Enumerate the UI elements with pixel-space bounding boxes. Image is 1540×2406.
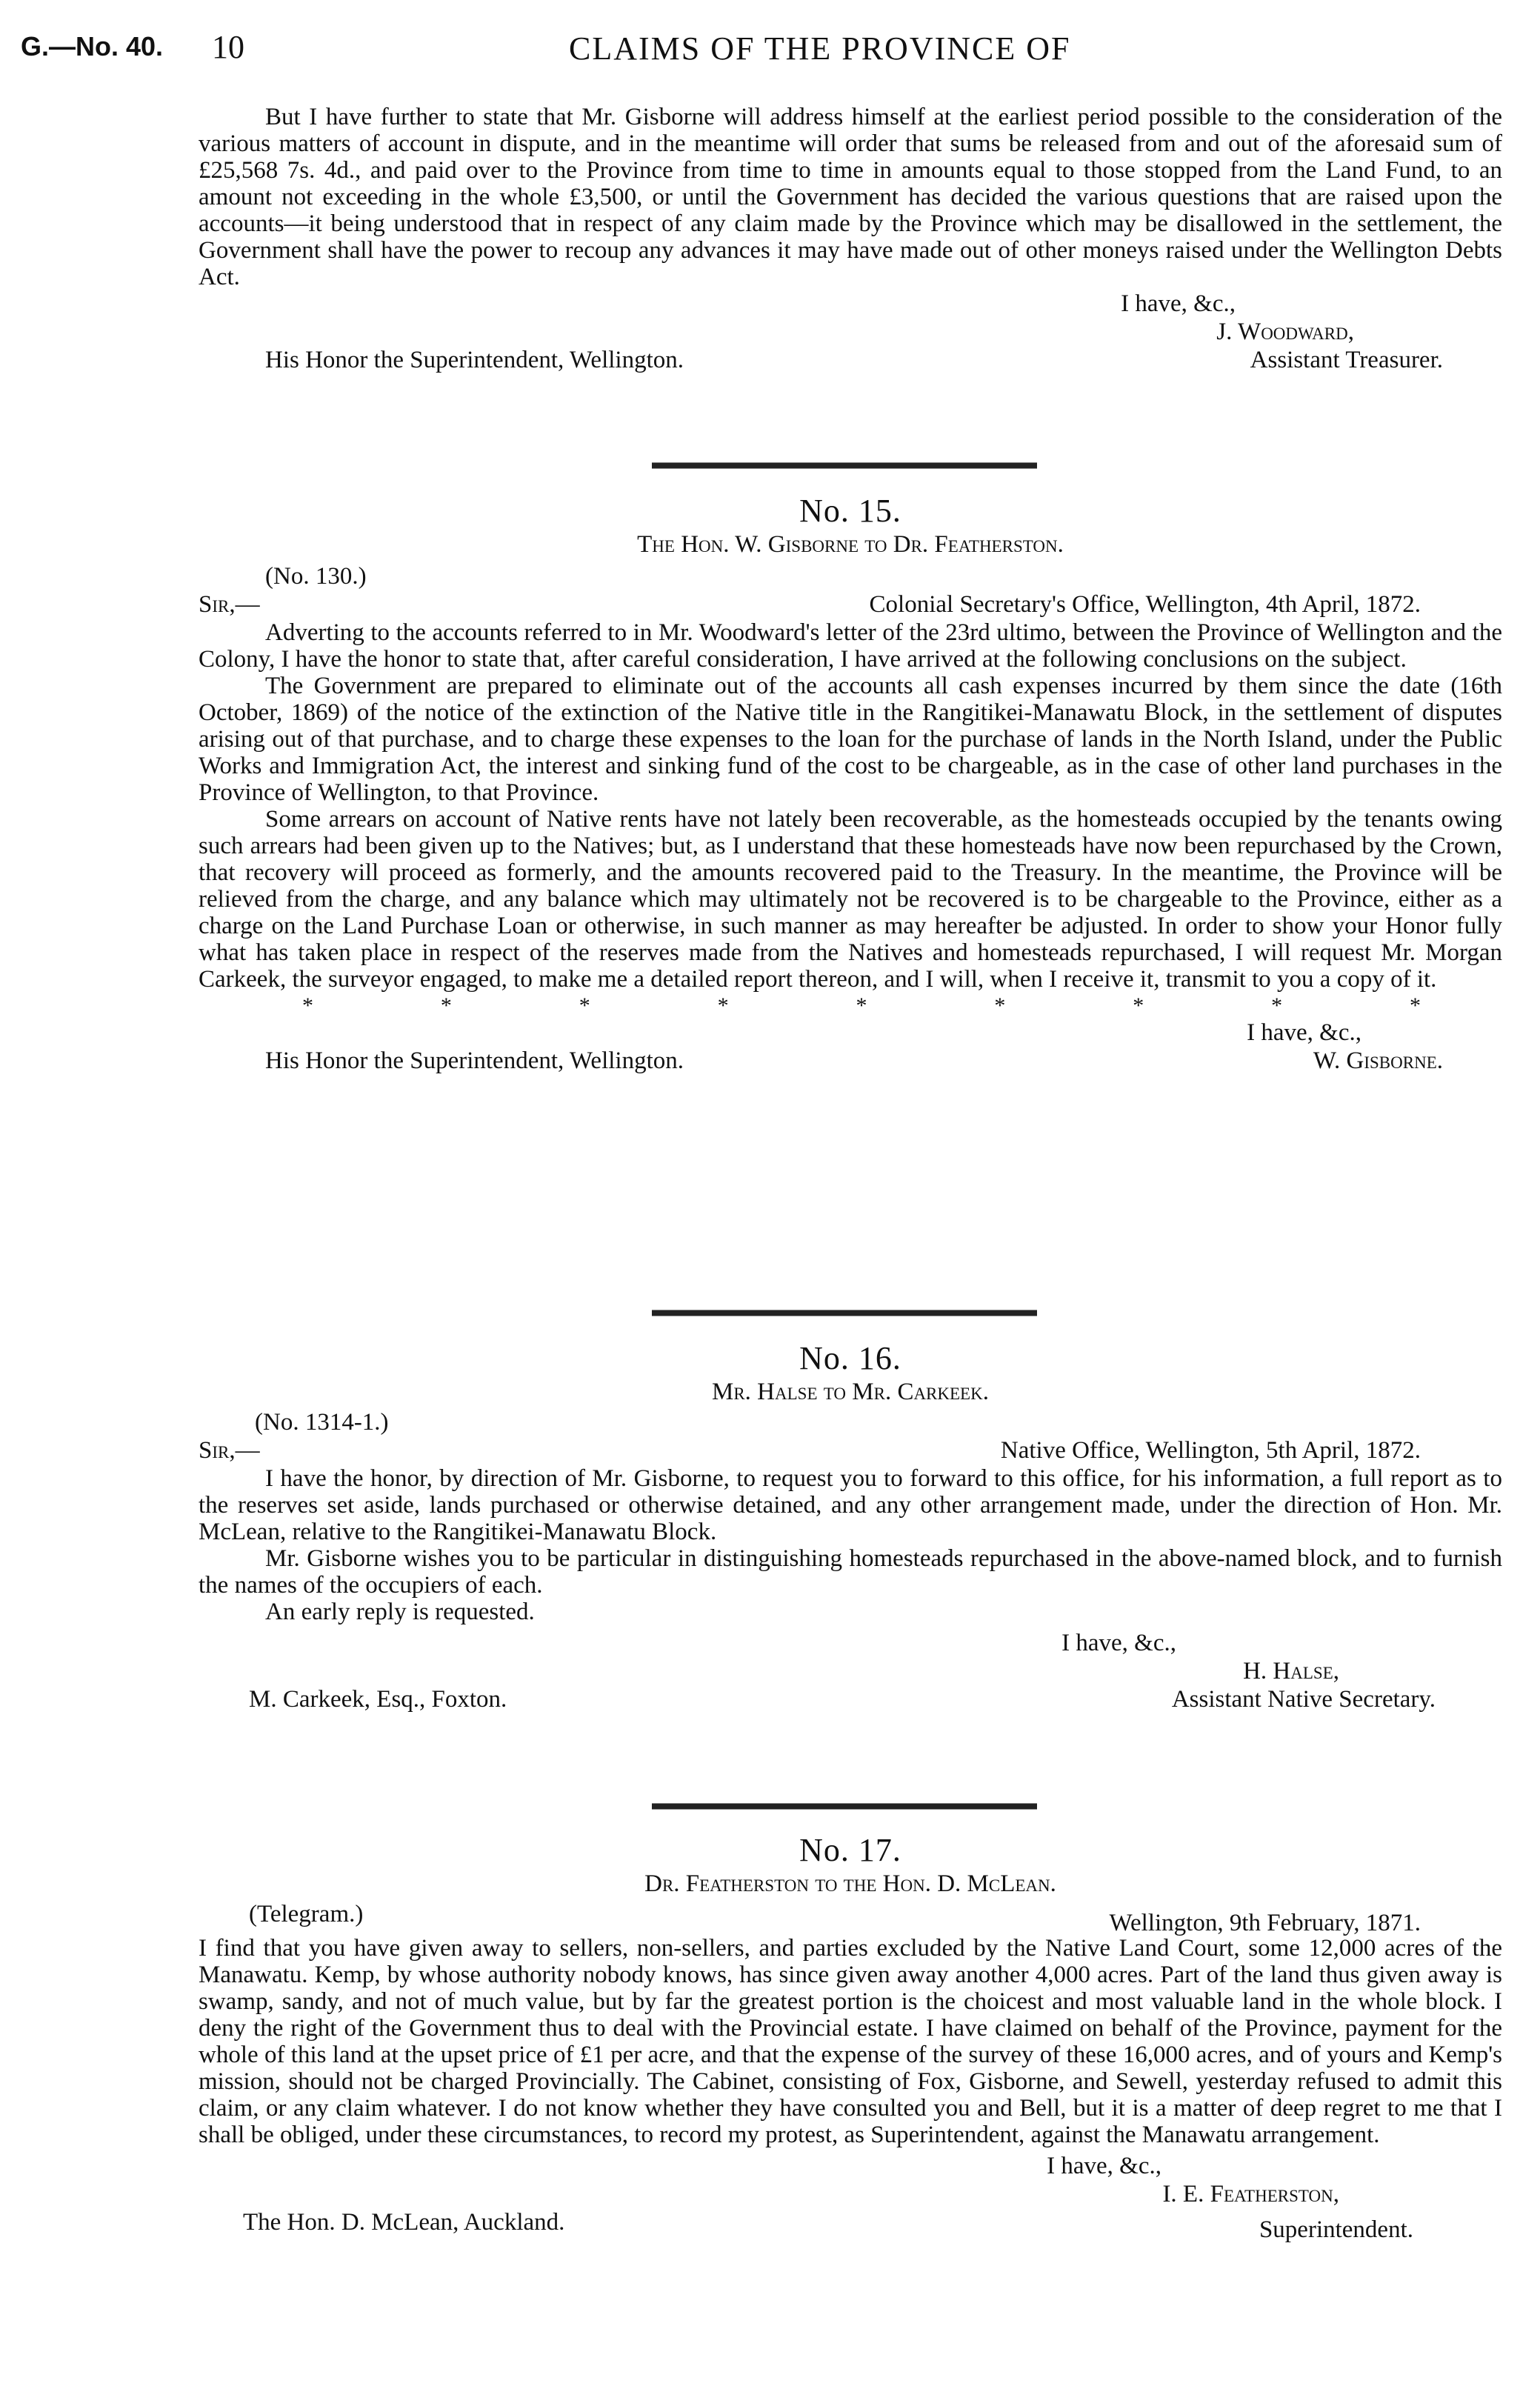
signatory-title: Assistant Treasurer. xyxy=(1250,347,1443,373)
closing-row xyxy=(199,290,1502,319)
letter-16-body xyxy=(199,1409,1502,1714)
addressee: M. Carkeek, Esq., Foxton. xyxy=(249,1686,507,1713)
section-divider xyxy=(652,462,1037,469)
addressee-row xyxy=(199,1686,1502,1714)
addressee: His Honor the Superintendent, Wellington. xyxy=(265,347,684,373)
letter-number: No. 15. xyxy=(799,493,901,529)
salutation-row xyxy=(199,1437,1502,1465)
closing: I have, &c., xyxy=(1121,290,1236,317)
closing-row xyxy=(199,1630,1502,1658)
paragraph: I have the honor, by direction of Mr. Gisborne, to request you to forward to this office, for his information, a full report as to the reserves set aside, lands purchased or otherwise detained, and any other arrangement made, under the direction of Hon. Mr. McLean, relative to the Rangitikei-Manawatu Block. xyxy=(199,1465,1502,1545)
section-divider xyxy=(652,1803,1037,1810)
addressee: The Hon. D. McLean, Auckland. xyxy=(243,2209,565,2236)
omission-stars xyxy=(199,993,1502,1019)
star: * xyxy=(1410,993,1421,1018)
reference-row xyxy=(199,1901,1502,1936)
letter-reference: (Telegram.) xyxy=(249,1901,364,1927)
signature-row xyxy=(199,319,1502,347)
star: * xyxy=(579,993,590,1018)
addressee: His Honor the Superintendent, Wellington. xyxy=(265,1047,684,1074)
letter-continuation xyxy=(199,104,1502,375)
salutation-row xyxy=(199,591,1502,619)
closing: I have, &c., xyxy=(1047,2153,1161,2179)
signature-row xyxy=(199,1658,1502,1686)
star: * xyxy=(440,993,452,1018)
page-header xyxy=(21,28,1519,73)
letter-from-to: Dr. Featherston to the Hon. D. McLean. xyxy=(644,1870,1056,1897)
star: * xyxy=(994,993,1006,1018)
letter-17-body xyxy=(199,1901,1502,2243)
reference-row xyxy=(199,563,1502,591)
closing-row xyxy=(199,2153,1502,2181)
star: * xyxy=(1133,993,1144,1018)
closing-row xyxy=(199,1019,1502,1047)
letter-15-body xyxy=(199,563,1502,1076)
paragraph: Adverting to the accounts referred to in Mr. Woodward's letter of the 23rd ultimo, between the Province of Wellington and the Colony, I have the honor to state that, after careful consideration, I have arrived at the following conclusions on the subject. xyxy=(199,619,1502,673)
paragraph: The Government are prepared to eliminate out of the accounts all cash expenses incurred by them since the date (16th October, 1869) of the notice of the extinction of the Native title in the Rangitikei-Manawatu Block, in the settlement of disputes arising out of that purchase, and to charge these expenses to the loan for the purchase of lands in the North Island, under the Public Works and Immigration Act, the interest and sinking fund of the cost to be chargeable, as in the case of other land purchases in the Province of Wellington, to that Province. xyxy=(199,673,1502,806)
signature-row xyxy=(199,2181,1502,2209)
place-date: Native Office, Wellington, 5th April, 1872. xyxy=(1000,1437,1421,1464)
addressee-row xyxy=(199,347,1502,375)
signature: J. Woodward, xyxy=(1216,319,1354,345)
paragraph: Some arrears on account of Native rents have not lately been recoverable, as the homesteads occupied by the tenants owing such arrears had been given up to the Natives; but, as I understand that these homesteads have now been repurchased by the Crown, that recovery will proceed as formerly, and the amounts recovered paid to the Treasury. In the meantime, the Province will be relieved from the charge, and any balance which may ultimately not be recovered is to be chargeable to the Province, either as a charge on the Land Purchase Loan or otherwise, in such manner as may hereafter be adjusted. In order to show your Honor fully what has taken place in respect of the reserves made from the Natives and homesteads repurchased, I will request Mr. Morgan Carkeek, the surveyor engaged, to make me a detailed report thereon, and I will, when I receive it, transmit to you a copy of it. xyxy=(199,806,1502,993)
signatory-title: Superintendent. xyxy=(1259,2216,1413,2243)
letter-from-to: The Hon. W. Gisborne to Dr. Featherston. xyxy=(637,531,1064,558)
star: * xyxy=(302,993,313,1018)
letter-heading xyxy=(199,1339,1502,1406)
paragraph: An early reply is requested. xyxy=(265,1599,535,1625)
running-title: CLAIMS OF THE PROVINCE OF xyxy=(569,30,1071,67)
closing: I have, &c., xyxy=(1061,1630,1176,1656)
salutation: Sir,— xyxy=(199,1437,260,1464)
paper-reference: G.—No. 40. xyxy=(21,31,164,61)
star: * xyxy=(717,993,729,1018)
place-date: Wellington, 9th February, 1871. xyxy=(1109,1910,1421,1936)
letter-heading xyxy=(199,1831,1502,1898)
section-divider xyxy=(652,1310,1037,1316)
star: * xyxy=(856,993,867,1018)
paragraph: I find that you have given away to sellers, non-sellers, and parties excluded by the Native Land Court, some 12,000 acres of the Manawatu. Kemp, by whose authority nobody knows, has since given away another 4,000 acres. Part of the land thus given away is swamp, sandy, and not of much value, but by far the greatest portion is the choicest and most valuable land in the whole block. I deny the right of the Government thus to deal with the Provincial estate. I have claimed on behalf of the Province, payment for the whole of this land at the upset price of £1 per acre, and that the expense of the survey of these 16,000 acres, and of yours and Kemp's mission, should not be charged Provincially. The Cabinet, consisting of Fox, Gisborne, and Sewell, yesterday refused to admit this claim, or any claim whatever. I do not know whether they have consulted you and Bell, but it is a matter of deep regret to me that I shall be obliged, under these circumstances, to record my protest, as Superintendent, against the Manawatu arrangement. xyxy=(199,1935,1502,2148)
letter-reference: (No. 130.) xyxy=(265,563,367,590)
letter-heading xyxy=(199,492,1502,559)
closing: I have, &c., xyxy=(1247,1019,1361,1046)
letter-number: No. 17. xyxy=(799,1832,901,1868)
signatory-title: Assistant Native Secretary. xyxy=(1171,1686,1436,1713)
star: * xyxy=(1271,993,1283,1018)
letter-from-to: Mr. Halse to Mr. Carkeek. xyxy=(712,1379,989,1405)
letter-number: No. 16. xyxy=(799,1340,901,1376)
salutation: Sir,— xyxy=(199,591,260,618)
paragraph: Mr. Gisborne wishes you to be particular in distinguishing homesteads repurchased in the above-named block, and to furnish the names of the occupiers of each. xyxy=(199,1545,1502,1599)
reference-row xyxy=(199,1409,1502,1437)
signature: H. Halse, xyxy=(1243,1658,1339,1684)
signature: W. Gisborne. xyxy=(1313,1047,1443,1074)
letter-reference: (No. 1314-1.) xyxy=(255,1409,389,1436)
addressee-row xyxy=(199,1047,1502,1076)
signature: I. E. Featherston, xyxy=(1162,2181,1339,2207)
page-number: 10 xyxy=(212,29,244,65)
place-date: Colonial Secretary's Office, Wellington, 4th April, 1872. xyxy=(869,591,1421,618)
paragraph: But I have further to state that Mr. Gisborne will address himself at the earliest period possible to the consideration of the various matters of account in dispute, and in the meantime will order that sums be released from and out of the aforesaid sum of £25,568 7s. 4d., and paid over to the Province from time to time in amounts equal to those stopped from the Land Fund, to an amount not exceeding in the whole £3,500, or until the Government has decided the various questions that are raised upon the accounts—it being understood that in respect of any claim made by the Province which may be disallowed in the settlement, the Government shall have the power to recoup any advances it may have made out of other moneys raised under the Wellington Debts Act. xyxy=(199,104,1502,290)
addressee-row xyxy=(199,2209,1502,2243)
